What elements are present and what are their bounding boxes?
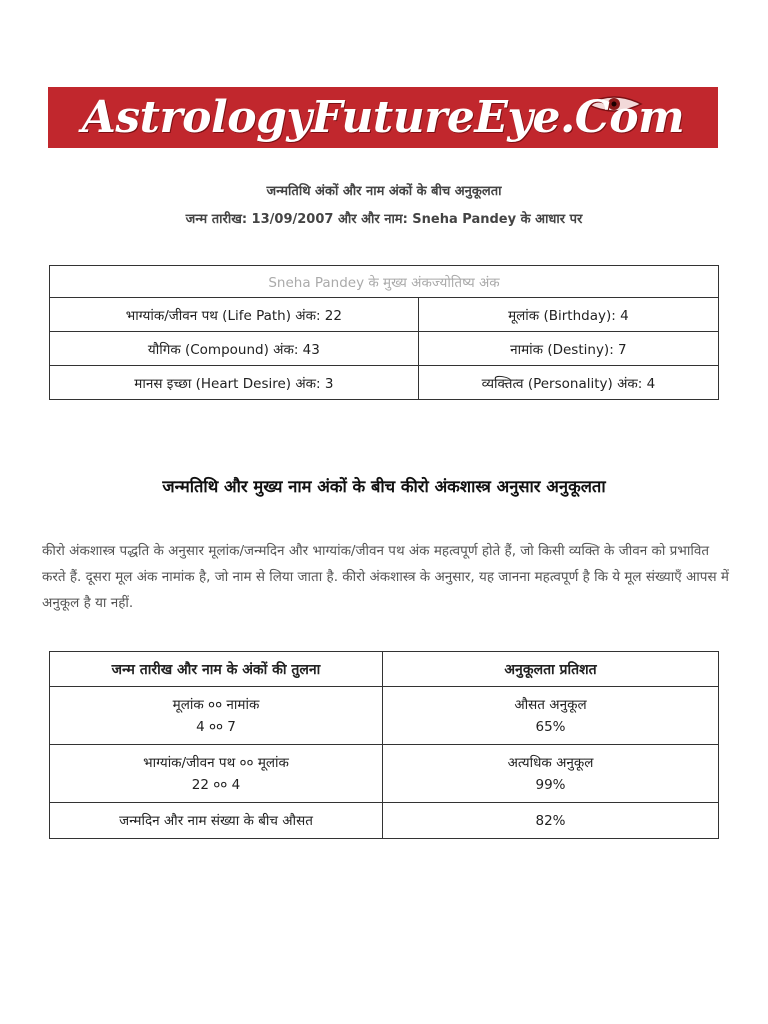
compatibility-verdict: औसत अनुकूल [514,697,587,713]
compatibility-percent: 65% [535,719,566,735]
compatibility-percent: 99% [535,777,566,793]
site-banner[interactable] [48,87,718,148]
comparison-cell [50,687,383,745]
compatibility-verdict: अत्यधिक अनुकूल [507,755,594,771]
table-row [50,745,719,803]
site-logo: AstrologyFutureEye.Com [81,92,685,143]
page-subtitle: जन्म तारीख: 13/09/2007 और और नाम: Sneha Pandey के आधार पर [185,212,583,227]
percentage-cell [383,803,719,839]
compatibility-percent: 82% [535,813,566,829]
column-header-percentage: अनुकूलता प्रतिशत [383,652,719,687]
comparison-numbers: 22 ०० 4 [191,777,241,793]
section-heading: जन्मतिथि और मुख्य नाम अंकों के बीच कीरो अंकशास्त्र अनुसार अनुकूलता [162,477,606,496]
table-header-row [50,652,719,687]
table-row [50,298,719,332]
comparison-cell [50,745,383,803]
table-row [50,366,719,400]
birthday-cell: मूलांक (Birthday): 4 [418,298,718,332]
comparison-label: जन्मदिन और नाम संख्या के बीच औसत [119,813,313,829]
table-row [50,687,719,745]
numerology-numbers-table [49,265,719,400]
life-path-cell: भाग्यांक/जीवन पथ (Life Path) अंक: 22 [50,298,419,332]
comparison-label: मूलांक ०० नामांक [172,697,260,713]
percentage-cell [383,745,719,803]
heart-desire-cell: मानस इच्छा (Heart Desire) अंक: 3 [50,366,419,400]
compatibility-table [49,651,719,839]
section-paragraph: कीरो अंकशास्त्र पद्धति के अनुसार मूलांक/जन्मदिन और भाग्यांक/जीवन पथ अंक महत्वपूर्ण होते हैं, जो किसी व्यक्ति के जीवन को प्रभावित करते हैं. दूसरा मूल अंक नामांक है, जो नाम से लिया जाता है. कीरो अंकशास्त्र के अनुसार, यह जानना महत्वपूर्ण है कि ये मूल संख्याएँ आपस में अनुकूल है या नहीं. [42,543,729,611]
personality-cell: व्यक्तित्व (Personality) अंक: 4 [418,366,718,400]
table-title: Sneha Pandey के मुख्य अंकज्योतिष्य अंक [50,266,719,298]
destiny-cell: नामांक (Destiny): 7 [418,332,718,366]
table-header-row [50,266,719,298]
table-row [50,803,719,839]
comparison-cell [50,803,383,839]
table-row [50,332,719,366]
comparison-numbers: 4 ०० 7 [196,719,236,735]
page-title: जन्मतिथि अंकों और नाम अंकों के बीच अनुकूलता [266,184,502,199]
column-header-comparison: जन्म तारीख और नाम के अंकों की तुलना [50,652,383,687]
compound-cell: यौगिक (Compound) अंक: 43 [50,332,419,366]
comparison-label: भाग्यांक/जीवन पथ ०० मूलांक [143,755,289,771]
percentage-cell [383,687,719,745]
